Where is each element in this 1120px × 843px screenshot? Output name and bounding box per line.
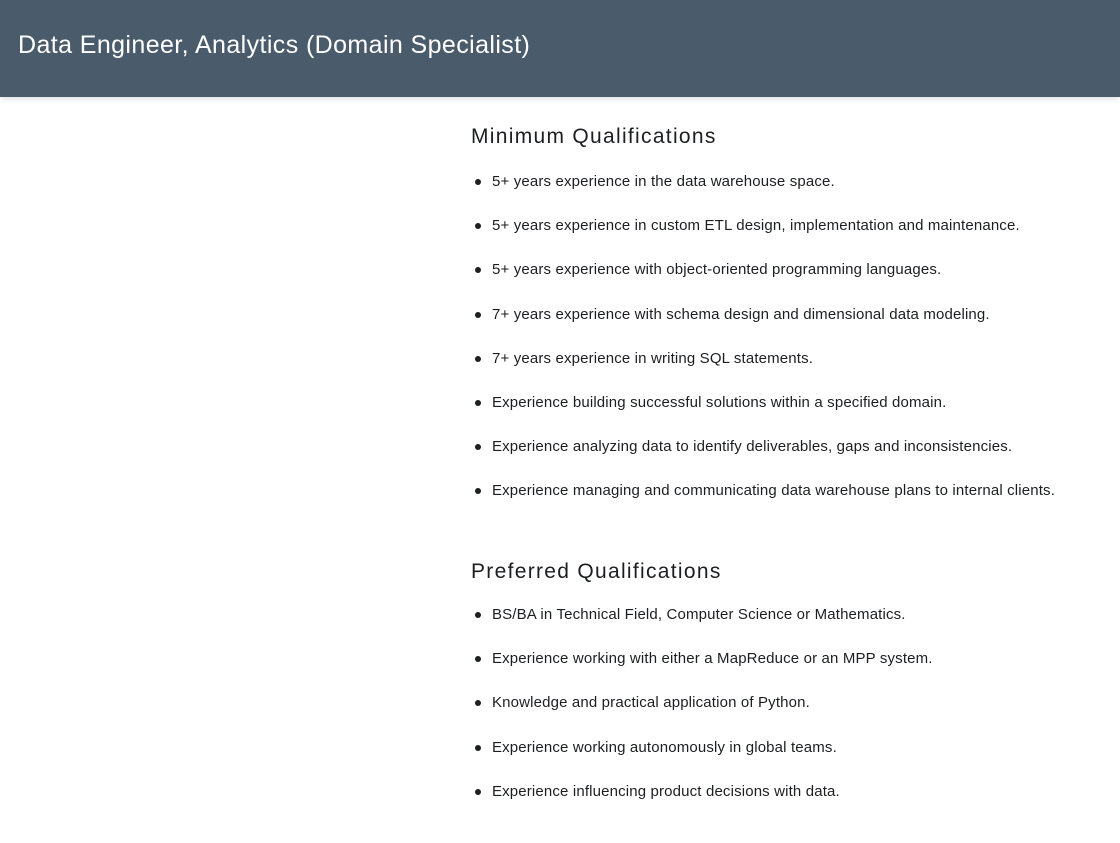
- bullet-icon: [475, 356, 481, 362]
- list-item-text: Experience working autonomously in global teams.: [492, 738, 837, 756]
- list-item: [471, 481, 1055, 525]
- bullet-icon: [475, 312, 481, 318]
- bullet-icon: [475, 789, 481, 795]
- list-item: [471, 782, 933, 826]
- list-item: [471, 649, 933, 693]
- list-item: [471, 305, 1055, 349]
- bullet-icon: [475, 267, 481, 273]
- list-item: [471, 693, 933, 737]
- list-item-text: Experience analyzing data to identify deliverables, gaps and inconsistencies.: [492, 438, 1013, 456]
- list-item-text: Experience managing and communicating data warehouse plans to internal clients.: [492, 482, 1056, 500]
- bullet-icon: [475, 745, 481, 751]
- list-item-text: 7+ years experience in writing SQL statements.: [492, 349, 814, 367]
- list-item: [471, 349, 1055, 393]
- bullet-icon: [475, 656, 481, 662]
- minimum-qualifications-list: [471, 172, 1055, 526]
- list-item-text: BS/BA in Technical Field, Computer Science or Mathematics.: [492, 606, 906, 623]
- list-item: [471, 393, 1055, 437]
- preferred-qualifications-heading: Preferred Qualifications: [471, 560, 722, 583]
- list-item-text: 5+ years experience in the data warehouse space.: [492, 173, 835, 190]
- list-item-text: 7+ years experience with schema design and dimensional data modeling.: [492, 305, 990, 323]
- list-item-text: Experience influencing product decisions with data.: [492, 782, 840, 800]
- bullet-icon: [475, 223, 481, 229]
- job-header: [0, 0, 1120, 97]
- list-item-text: 5+ years experience in custom ETL design, implementation and maintenance.: [492, 217, 1020, 235]
- list-item: [471, 738, 933, 782]
- list-item-text: Experience working with either a MapReduce or an MPP system.: [492, 650, 933, 668]
- job-title: Data Engineer, Analytics (Domain Specialist): [18, 31, 531, 59]
- bullet-icon: [475, 700, 481, 706]
- bullet-icon: [475, 612, 481, 618]
- bullet-icon: [475, 400, 481, 406]
- bullet-icon: [475, 488, 481, 494]
- list-item: [471, 437, 1055, 481]
- list-item: [471, 260, 1055, 304]
- bullet-icon: [475, 179, 481, 185]
- list-item: [471, 216, 1055, 260]
- list-item-text: Experience building successful solutions within a specified domain.: [492, 393, 947, 411]
- list-item-text: 5+ years experience with object-oriented programming languages.: [492, 261, 942, 279]
- preferred-qualifications-list: [471, 605, 933, 826]
- list-item: [471, 172, 1055, 216]
- list-item-text: Knowledge and practical application of Python.: [492, 694, 810, 712]
- bullet-icon: [475, 444, 481, 450]
- list-item: [471, 605, 933, 649]
- minimum-qualifications-heading: Minimum Qualifications: [471, 125, 717, 148]
